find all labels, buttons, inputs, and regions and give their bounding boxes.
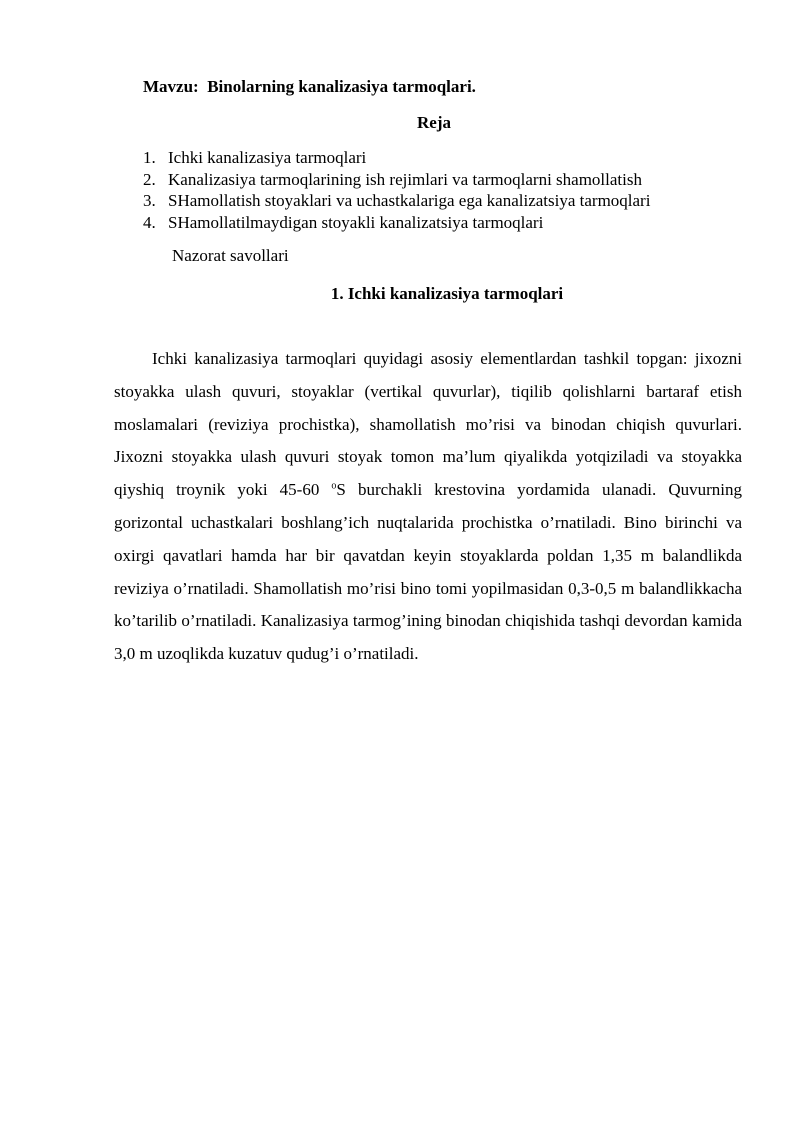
plan-item-text: Ichki kanalizasiya tarmoqlari xyxy=(168,148,367,167)
plan-item xyxy=(143,147,650,169)
paragraph-text-part-2: S burchakli krestovina yordamida ulanadi. Quvurning gorizontal uchastkalari boshlang’ich nuqtalarida prochistka o’rnatiladi. Bino birinchi va oxirgi qavatlari hamda har bir qavatdan keyin stoyaklarda poldan 1,35 m balandlikda reviziya o’rnatiladi. Shamollatish mo’risi bino tomi yopilmasidan 0,3-0,5 m balandlikkacha ko’tarilib o’rnatiladi. Kanalizasiya tarmog’ining binodan chiqishida tashqi devordan kamida 3,0 m uzoqlikda kuzatuv qudug’i o’rnatiladi. xyxy=(114,480,742,664)
plan-item xyxy=(143,169,650,191)
plan-item-text: Kanalizasiya tarmoqlarining ish rejimlari va tarmoqlarni shamollatish xyxy=(168,169,642,189)
plan-heading: Reja xyxy=(417,113,451,132)
plan-item-number: 3. xyxy=(143,191,156,210)
plan-item-text: SHamollatish stoyaklari va uchastkalariga ega kanalizatsiya tarmoqlari xyxy=(168,191,651,210)
control-questions: Nazorat savollari xyxy=(172,246,289,265)
plan-item xyxy=(143,190,650,212)
plan-item xyxy=(143,212,650,234)
plan-item-text: SHamollatilmaydigan stoyakli kanalizatsiya tarmoqlari xyxy=(168,212,544,232)
topic-title: Mavzu: Binolarning kanalizasiya tarmoqlari. xyxy=(143,77,476,96)
plan-item-number: 4. xyxy=(143,212,156,232)
section-heading: 1. Ichki kanalizasiya tarmoqlari xyxy=(330,284,564,303)
plan-item-number: 1. xyxy=(143,148,156,167)
body-paragraph xyxy=(114,343,742,671)
plan-item-number: 2. xyxy=(143,169,156,189)
plan-list xyxy=(143,147,650,233)
degree-superscript: o xyxy=(331,480,337,492)
paragraph-text-part-1: Ichki kanalizasiya tarmoqlari quyidagi asosiy elementlardan tashkil topgan: jixozni stoyakka ulash quvuri, stoyaklar (vertikal quvurlar), tiqilib qolishlarni bartaraf etish moslamalari (reviziya prochistka), shamollatish mo’risi va binodan chiqish quvurlari. Jixozni stoyakka ulash quvuri stoyak tomon ma’lum qiyalikda yotqiziladi va stoyakka qiyshiq troynik yoki 45-60 xyxy=(114,349,742,500)
